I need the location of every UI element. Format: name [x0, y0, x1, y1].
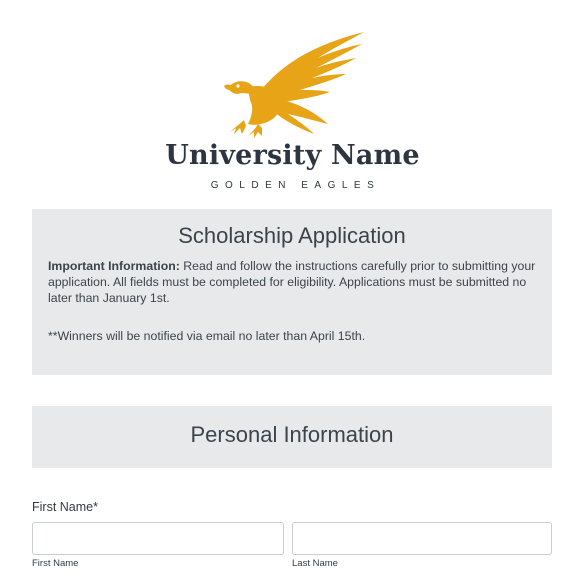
- university-logo: [0, 0, 585, 200]
- last-name-sublabel: Last Name: [292, 558, 338, 569]
- field-label-text: First Name: [32, 500, 94, 514]
- first-name-sublabel: First Name: [32, 558, 79, 569]
- intro-section: [32, 209, 552, 375]
- important-label: Important Information:: [48, 259, 180, 273]
- form-title: Scholarship Application: [178, 223, 406, 248]
- important-text: Read and follow the instructions carefully prior to submitting your application. All fields must be completed for eligibility. Applications must be submitted no later than January 1st.: [48, 259, 536, 305]
- personal-info-section-header: [32, 406, 552, 468]
- university-subtitle: GOLDEN EAGLES: [210, 180, 381, 191]
- university-name: University Name: [165, 140, 420, 171]
- eagle-icon: [218, 28, 368, 138]
- first-name-input[interactable]: [32, 522, 284, 555]
- required-marker: *: [93, 500, 98, 514]
- first-name-field-label: [32, 500, 98, 514]
- section-title: Personal Information: [190, 422, 394, 447]
- last-name-input[interactable]: [292, 522, 552, 555]
- winners-note: **Winners will be notified via email no later than April 15th.: [48, 329, 366, 343]
- important-information: [48, 258, 536, 306]
